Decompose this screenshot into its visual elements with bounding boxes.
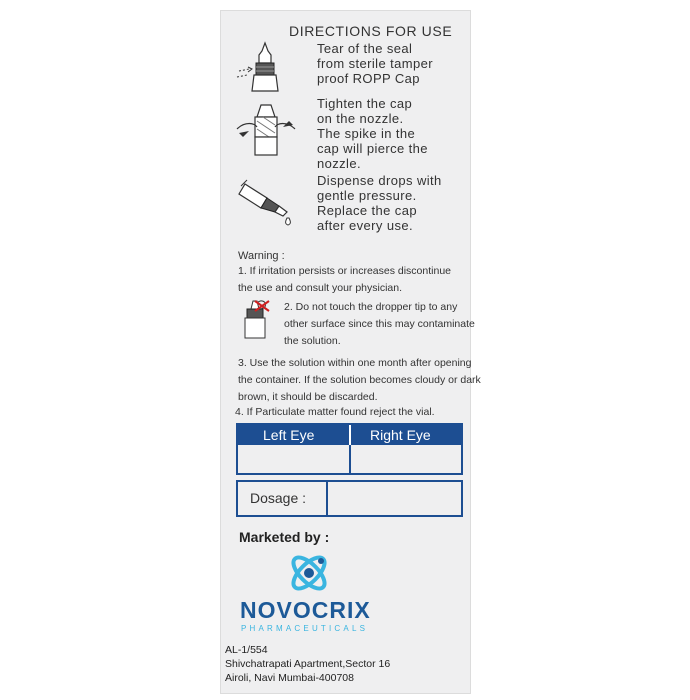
left-eye-label: Left Eye xyxy=(263,427,315,443)
warning-line: the use and consult your physician. xyxy=(238,282,403,294)
step-line: Dispense drops with xyxy=(317,173,442,188)
cap-tighten-icon xyxy=(235,99,297,161)
marketer-address xyxy=(225,643,390,685)
address-line: AL-1/554 xyxy=(225,644,268,656)
warning-line: other surface since this may contaminate xyxy=(284,318,475,330)
step-line: gentle pressure. xyxy=(317,188,417,203)
step-line: nozzle. xyxy=(317,156,361,171)
eye-table xyxy=(236,423,463,475)
step-line: Tighten the cap xyxy=(317,96,413,111)
step-line: The spike in the xyxy=(317,126,416,141)
eye-table-header-divider xyxy=(349,425,351,445)
direction-step-3 xyxy=(317,173,442,233)
dosage-divider xyxy=(326,482,328,515)
warning-line: the container. If the solution becomes cloudy or dark xyxy=(238,374,481,386)
warning-item-3 xyxy=(238,355,481,406)
right-eye-label: Right Eye xyxy=(370,427,431,443)
step-line: Tear of the seal xyxy=(317,41,413,56)
warning-line: the solution. xyxy=(284,335,341,347)
bottle-seal-icon xyxy=(235,41,295,97)
step-line: cap will pierce the xyxy=(317,141,428,156)
dosage-label: Dosage : xyxy=(250,490,307,506)
direction-step-2 xyxy=(317,96,428,171)
warning-item-1 xyxy=(238,263,451,297)
warning-line: 1. If irritation persists or increases discontinue xyxy=(238,265,452,277)
step-line: proof ROPP Cap xyxy=(317,71,420,86)
novocrix-logo-icon xyxy=(285,549,333,597)
dropper-dispense-icon xyxy=(235,176,297,228)
step-line: Replace the cap xyxy=(317,203,417,218)
step-line: on the nozzle. xyxy=(317,111,404,126)
carton-label-panel xyxy=(220,10,481,694)
warning-line: 3. Use the solution within one month after opening xyxy=(238,357,472,369)
step-line: after every use. xyxy=(317,218,413,233)
brand-name: NOVOCRIX xyxy=(240,597,371,623)
warning-heading: Warning : xyxy=(238,250,285,262)
dosage-table xyxy=(236,480,463,517)
address-line: Airoli, Navi Mumbai-400708 xyxy=(225,672,354,684)
warning-line: brown, it should be discarded. xyxy=(238,391,378,403)
warning-item-4: 4. If Particulate matter found reject the vial. xyxy=(235,406,435,418)
address-line: Shivchatrapati Apartment,Sector 16 xyxy=(225,658,391,670)
marketed-by-label: Marketed by : xyxy=(239,529,330,545)
brand-tagline: PHARMACEUTICALS xyxy=(241,624,369,633)
directions-title: DIRECTIONS FOR USE xyxy=(289,23,453,39)
warning-item-2 xyxy=(284,299,475,350)
warning-line: 2. Do not touch the dropper tip to any xyxy=(284,301,458,313)
direction-step-1 xyxy=(317,41,433,86)
step-line: from sterile tamper xyxy=(317,56,433,71)
no-touch-dropper-icon xyxy=(235,299,275,341)
